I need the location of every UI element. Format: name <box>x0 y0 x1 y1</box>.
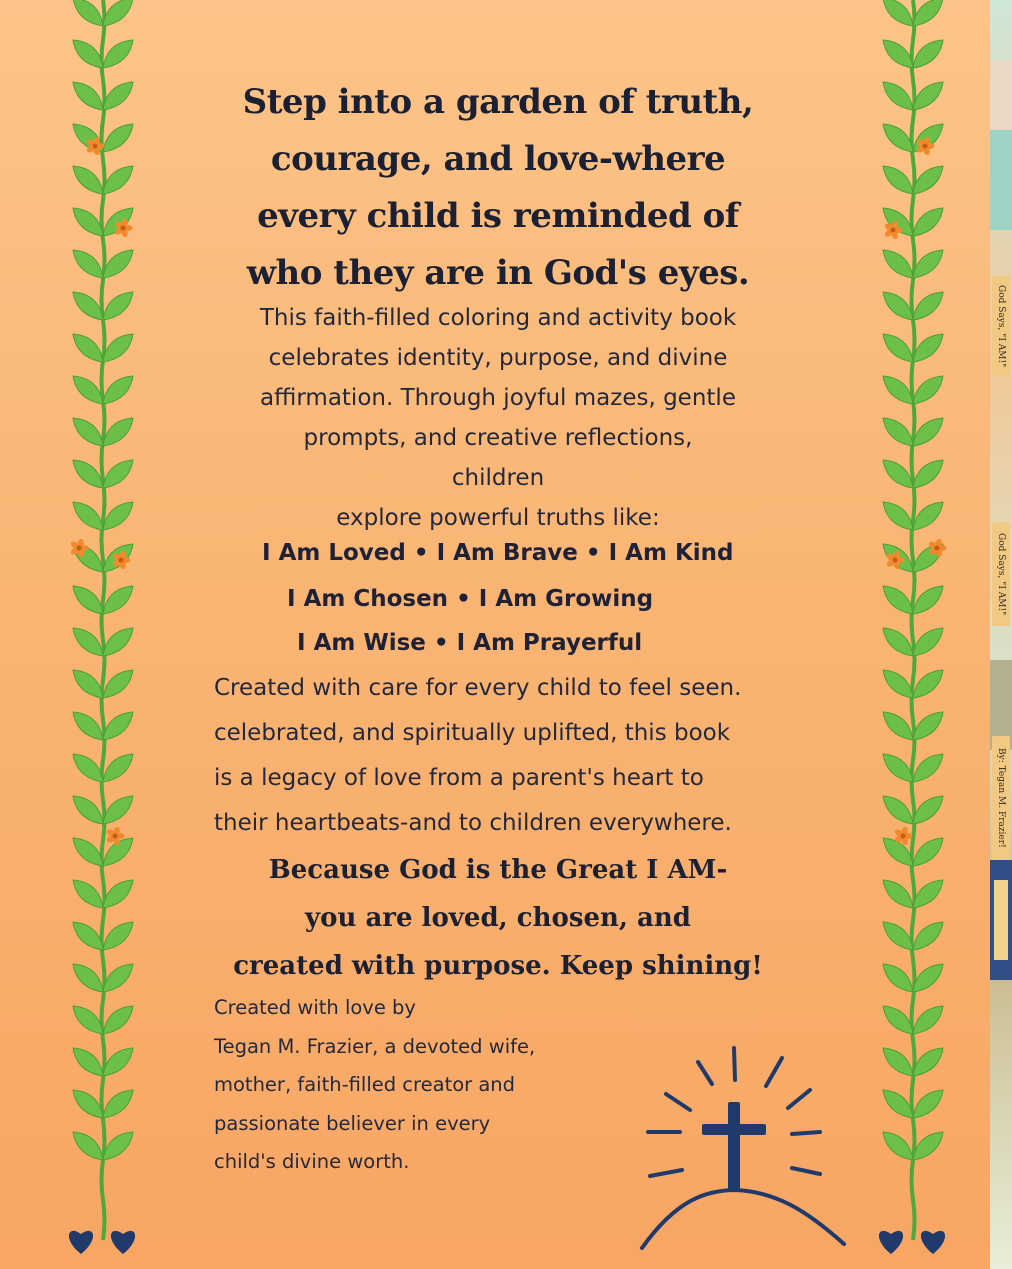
intro-line: celebrates identity, purpose, and divine <box>268 345 728 371</box>
spine-author-text: By: Tegan M. Frazier! <box>996 748 1006 848</box>
author-line: Tegan M. Frazier, a devoted wife, <box>214 1034 536 1058</box>
headline-line: every child is reminded of <box>257 196 739 236</box>
spine-title-top <box>992 276 1010 376</box>
intro-line: prompts, and creative reflections, <box>303 425 693 451</box>
intro-line: This faith-filled coloring and activity book <box>259 305 737 331</box>
closing-line: created with purpose. Keep shining! <box>233 951 763 981</box>
closing-line: you are loved, chosen, and <box>305 903 691 933</box>
description-line: is a legacy of love from a parent's heart to <box>214 765 704 791</box>
book-spine <box>990 0 1012 1269</box>
author-line: Created with love by <box>214 996 416 1019</box>
headline-line: Step into a garden of truth, <box>242 82 754 122</box>
description-line: their heartbeats-and to children everywhere. <box>214 810 732 836</box>
description-paragraph <box>214 666 804 846</box>
intro-paragraph <box>210 298 786 538</box>
intro-line: affirmation. Through joyful mazes, gentle <box>260 385 736 411</box>
headline-line: courage, and love-where <box>270 139 726 179</box>
spine-author <box>992 736 1010 860</box>
headline-line: who they are in God's eyes. <box>246 253 750 293</box>
spine-title-text: God Says, "I AM!" <box>996 532 1006 616</box>
closing-statement <box>220 846 776 990</box>
intro-line: explore powerful truths like: <box>336 505 660 531</box>
author-line: mother, faith-filled creator and <box>214 1073 516 1096</box>
truths-line-3: I Am Wise • I Am Prayerful <box>297 630 643 656</box>
author-line: passionate believer in every <box>214 1111 491 1135</box>
closing-line: Because God is the Great I AM- <box>268 855 728 885</box>
spine-title-text: God Says, "I AM!" <box>996 284 1006 368</box>
description-line: celebrated, and spiritually uplifted, this book <box>214 720 731 746</box>
intro-line: children <box>451 465 545 491</box>
spine-title-middle <box>992 522 1010 626</box>
cross-on-hill-icon <box>636 1040 856 1255</box>
description-line: Created with care for every child to feel seen. <box>214 675 742 701</box>
author-line: child's divine worth. <box>214 1150 410 1173</box>
truths-line-2: I Am Chosen • I Am Growing <box>287 586 654 612</box>
truths-line-1: I Am Loved • I Am Brave • I Am Kind <box>262 540 734 566</box>
headline <box>220 74 776 302</box>
author-bio <box>214 989 614 1182</box>
